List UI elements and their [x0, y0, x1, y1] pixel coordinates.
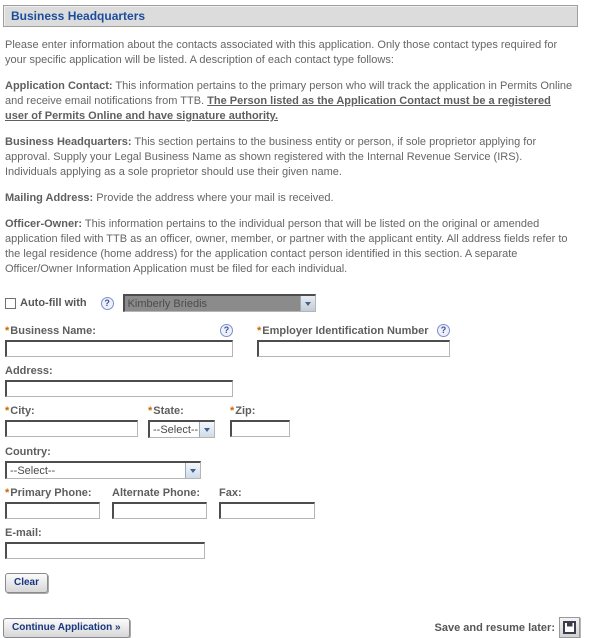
- country-select-value: --Select--: [10, 464, 56, 477]
- content-area: [0, 38, 608, 593]
- mailing-address-description: [5, 191, 577, 206]
- autofill-checkbox[interactable]: [5, 298, 16, 309]
- business-headquarters-lead: Business Headquarters:: [5, 136, 132, 148]
- officer-owner-lead: Officer-Owner:: [5, 218, 83, 230]
- autofill-help-icon[interactable]: ?: [101, 297, 114, 310]
- business-name-help-icon[interactable]: ?: [220, 324, 233, 337]
- required-marker: *: [148, 404, 153, 417]
- city-label: * City:: [5, 404, 35, 417]
- required-marker: *: [5, 404, 10, 417]
- required-marker: *: [230, 404, 235, 417]
- state-label: * State:: [148, 404, 184, 417]
- intro-text: Please enter information about the contacts associated with this application. Only those contact types required for your specific application will be listed. A description of each contact type follows:: [5, 39, 558, 66]
- autofill-select-value: Kimberly Briedis: [127, 297, 208, 310]
- floppy-disk-icon: [563, 621, 576, 634]
- officer-owner-text: This information pertains to the individual person that will be listed on the original or amended application filed with TTB as an officer, owner, member, or partner with the applicant entity. All address fields refer to the legal residence (home address) for the application contact person identified in this section. A separate Officer/Owner Information Application must be filed for each individual.: [5, 218, 568, 275]
- state-select[interactable]: [148, 420, 215, 438]
- zip-label: * Zip:: [230, 404, 256, 417]
- ein-label: * Employer Identification Number ?: [257, 324, 450, 337]
- country-select[interactable]: [5, 461, 201, 479]
- city-input[interactable]: [5, 420, 138, 437]
- autofill-row: [5, 294, 580, 312]
- phone-row: [5, 486, 580, 519]
- continue-application-button[interactable]: Continue Application »: [3, 618, 130, 638]
- state-select-value: --Select--: [153, 423, 199, 436]
- chevron-down-icon: [199, 422, 214, 437]
- required-marker: *: [257, 324, 262, 337]
- ein-input[interactable]: [257, 340, 450, 357]
- footer-row: [3, 617, 580, 638]
- address-label: Address:: [5, 364, 53, 377]
- address-input[interactable]: [5, 380, 233, 397]
- fax-input[interactable]: [219, 502, 315, 519]
- chevron-down-icon: [300, 296, 315, 311]
- mailing-address-text: Provide the address where your mail is received.: [93, 192, 334, 204]
- save-button[interactable]: [559, 617, 580, 638]
- required-marker: *: [5, 486, 10, 499]
- primary-phone-label: * Primary Phone:: [5, 486, 92, 499]
- page-title: Business Headquarters: [11, 9, 146, 23]
- business-headquarters-description: [5, 135, 577, 180]
- application-contact-lead: Application Contact:: [5, 80, 113, 92]
- country-label: Country:: [5, 445, 51, 458]
- business-name-input[interactable]: [5, 340, 233, 357]
- primary-phone-input[interactable]: [5, 502, 100, 519]
- address-row: [5, 364, 580, 397]
- chevron-down-icon: [185, 463, 200, 478]
- fax-label: Fax:: [219, 486, 242, 499]
- zip-input[interactable]: [230, 420, 290, 437]
- email-row: [5, 526, 580, 559]
- clear-button[interactable]: Clear: [5, 573, 48, 593]
- alternate-phone-label: Alternate Phone:: [112, 486, 201, 499]
- email-input[interactable]: [5, 542, 205, 559]
- business-headquarters-text: This section pertains to the business entity or person, if sole proprietor applying for approval. Supply your Legal Business Name as shown registered with the Internal Revenue Service (IRS). Individuals applying as a sole proprietor should use their given name.: [5, 136, 537, 178]
- required-marker: *: [5, 324, 10, 337]
- officer-owner-description: [5, 217, 577, 277]
- application-contact-description: [5, 79, 577, 124]
- application-contact-emphasis: The Person listed as the Application Contact must be a registered user of Permits Online and have signature authority.: [5, 95, 551, 122]
- save-resume-group: [435, 617, 580, 638]
- email-label: E-mail:: [5, 526, 42, 539]
- autofill-label: Auto-fill with: [20, 297, 87, 309]
- business-name-ein-row: [5, 324, 580, 357]
- save-resume-label: Save and resume later:: [434, 621, 555, 634]
- mailing-address-lead: Mailing Address:: [5, 192, 94, 204]
- autofill-select: [123, 294, 316, 312]
- business-name-label: * Business Name: ?: [5, 324, 233, 337]
- application-contact-text: This information pertains to the primary person who will track the application in Permits Online and receive email notifications from TTB.: [5, 80, 573, 107]
- country-row: [5, 445, 580, 479]
- section-header: [3, 5, 578, 27]
- alternate-phone-input[interactable]: [112, 502, 207, 519]
- city-state-zip-row: [5, 404, 580, 438]
- ein-help-icon[interactable]: ?: [437, 324, 450, 337]
